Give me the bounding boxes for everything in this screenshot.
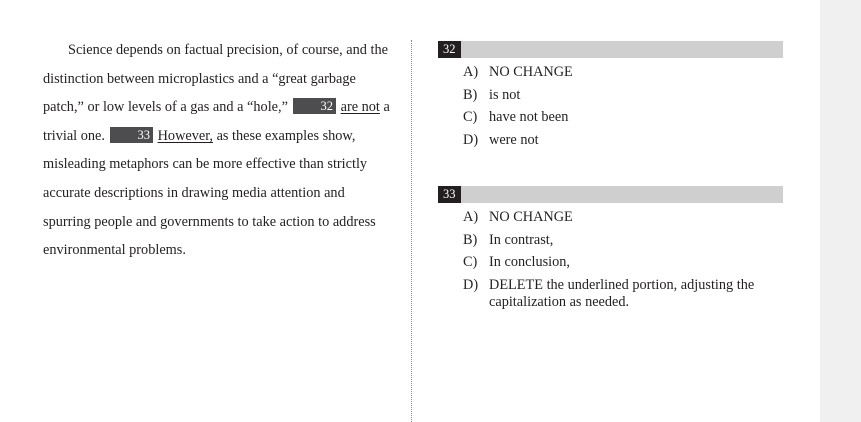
answer-choices: [438, 209, 783, 311]
question-header-bar: [438, 186, 783, 203]
answer-choice-c[interactable]: [438, 109, 783, 126]
question-header-bar: [438, 41, 783, 58]
answer-choices: [438, 64, 783, 149]
reading-passage: [43, 36, 393, 265]
passage-text-between: a trivial one.: [43, 99, 390, 144]
underlined-portion-33[interactable]: However,: [157, 127, 213, 144]
question-33: [438, 186, 783, 317]
choice-text-line-2: capitalization as needed.: [489, 294, 630, 311]
choice-text: In conclusion,: [489, 254, 570, 271]
passage-text-before-32: Science depends on factual precision, of course, and the distinction between microplastics and a “great garbage patch,” or low levels of a gas and a “hole,”: [43, 42, 388, 116]
choice-letter: A): [463, 64, 479, 80]
passage-text-after-33: as these examples show, misleading metaphors can be more effective than strictly accurate descriptions in drawing media attention and spurring people and governments to take action to address environmental problems.: [43, 127, 376, 259]
choice-text: have not been: [489, 109, 569, 126]
question-marker-33[interactable]: 33: [110, 127, 154, 143]
column-divider: [411, 40, 412, 422]
choice-letter: B): [463, 86, 478, 103]
answer-choice-a[interactable]: [438, 64, 783, 81]
choice-text: NO CHANGE: [489, 209, 573, 225]
answer-choice-d[interactable]: [438, 277, 783, 311]
choice-letter: C): [463, 109, 478, 126]
choice-text: were not: [489, 132, 539, 149]
answer-choice-a[interactable]: [438, 209, 783, 226]
choice-text: NO CHANGE: [489, 64, 573, 80]
answer-choice-b[interactable]: [438, 232, 783, 249]
question-marker-32[interactable]: 32: [293, 98, 337, 114]
question-number: 33: [438, 186, 461, 203]
choice-letter: D): [463, 277, 479, 294]
question-number: 32: [438, 41, 461, 58]
side-panel: [820, 0, 861, 422]
choice-letter: B): [463, 231, 478, 248]
underlined-portion-32[interactable]: are not: [340, 99, 380, 116]
answer-choice-c[interactable]: [438, 254, 783, 271]
choice-text: In contrast,: [489, 231, 554, 248]
answer-choice-d[interactable]: [438, 132, 783, 149]
answer-choice-b[interactable]: [438, 87, 783, 104]
choice-letter: A): [463, 209, 479, 225]
choice-letter: D): [463, 132, 479, 149]
choice-text-line-1: DELETE the underlined portion, adjusting the: [489, 277, 755, 294]
question-32: [438, 41, 783, 155]
choice-text: [489, 277, 783, 311]
choice-text: is not: [489, 86, 521, 103]
passage-paragraph: [43, 36, 393, 265]
choice-letter: C): [463, 254, 478, 271]
